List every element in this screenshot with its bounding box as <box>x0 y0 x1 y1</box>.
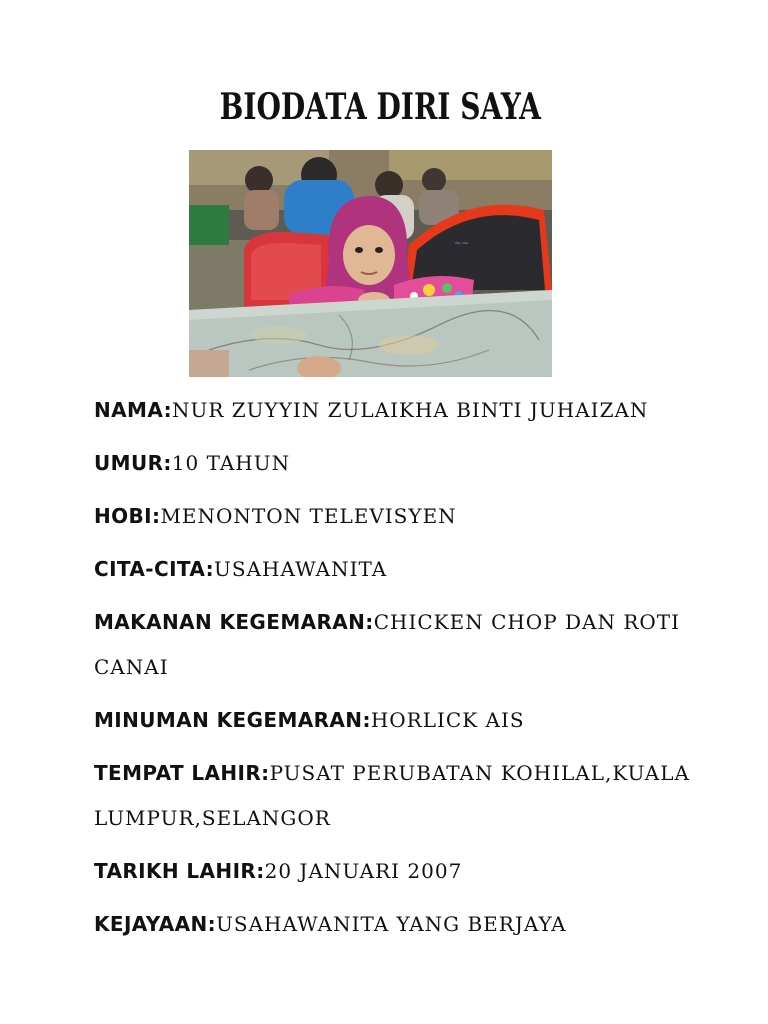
page-title: BIODATA DIRI SAYA <box>219 86 541 128</box>
field-umur <box>94 441 714 486</box>
field-value: HORLICK AIS <box>370 708 525 732</box>
field-value: USAHAWANITA <box>214 557 388 581</box>
field-value: 20 JANUARI 2007 <box>264 859 463 883</box>
field-label: NAMA: <box>94 398 172 422</box>
photo-illustration <box>189 150 552 377</box>
field-label: TEMPAT LAHIR: <box>94 761 270 785</box>
field-tempat-lahir <box>94 751 714 841</box>
field-value: CHICKEN CHOP DAN ROTI CANAI <box>94 610 681 679</box>
field-minuman-kegemaran <box>94 698 714 743</box>
field-label: UMUR: <box>94 451 172 475</box>
field-value: NUR ZUYYIN ZULAIKHA BINTI JUHAIZAN <box>171 398 649 422</box>
field-value: 10 TAHUN <box>171 451 291 475</box>
field-label: MINUMAN KEGEMARAN: <box>94 708 371 732</box>
field-label: HOBI: <box>94 504 161 528</box>
field-label: TARIKH LAHIR: <box>94 859 265 883</box>
field-cita-cita <box>94 547 714 592</box>
field-label: KEJAYAAN: <box>94 912 217 936</box>
field-tarikh-lahir <box>94 849 714 894</box>
portrait-photo <box>189 150 552 377</box>
svg-text:~~: ~~ <box>454 239 470 249</box>
field-kejayaan <box>94 902 714 947</box>
field-hobi <box>94 494 714 539</box>
field-value: PUSAT PERUBATAN KOHILAL,KUALA LUMPUR,SELANGOR <box>94 761 690 830</box>
field-label: MAKANAN KEGEMARAN: <box>94 610 374 634</box>
biodata-fields <box>94 388 714 955</box>
field-makanan-kegemaran <box>94 600 714 690</box>
field-label: CITA-CITA: <box>94 557 215 581</box>
field-value: USAHAWANITA YANG BERJAYA <box>216 912 567 936</box>
field-nama <box>94 388 714 433</box>
field-value: MENONTON TELEVISYEN <box>160 504 457 528</box>
